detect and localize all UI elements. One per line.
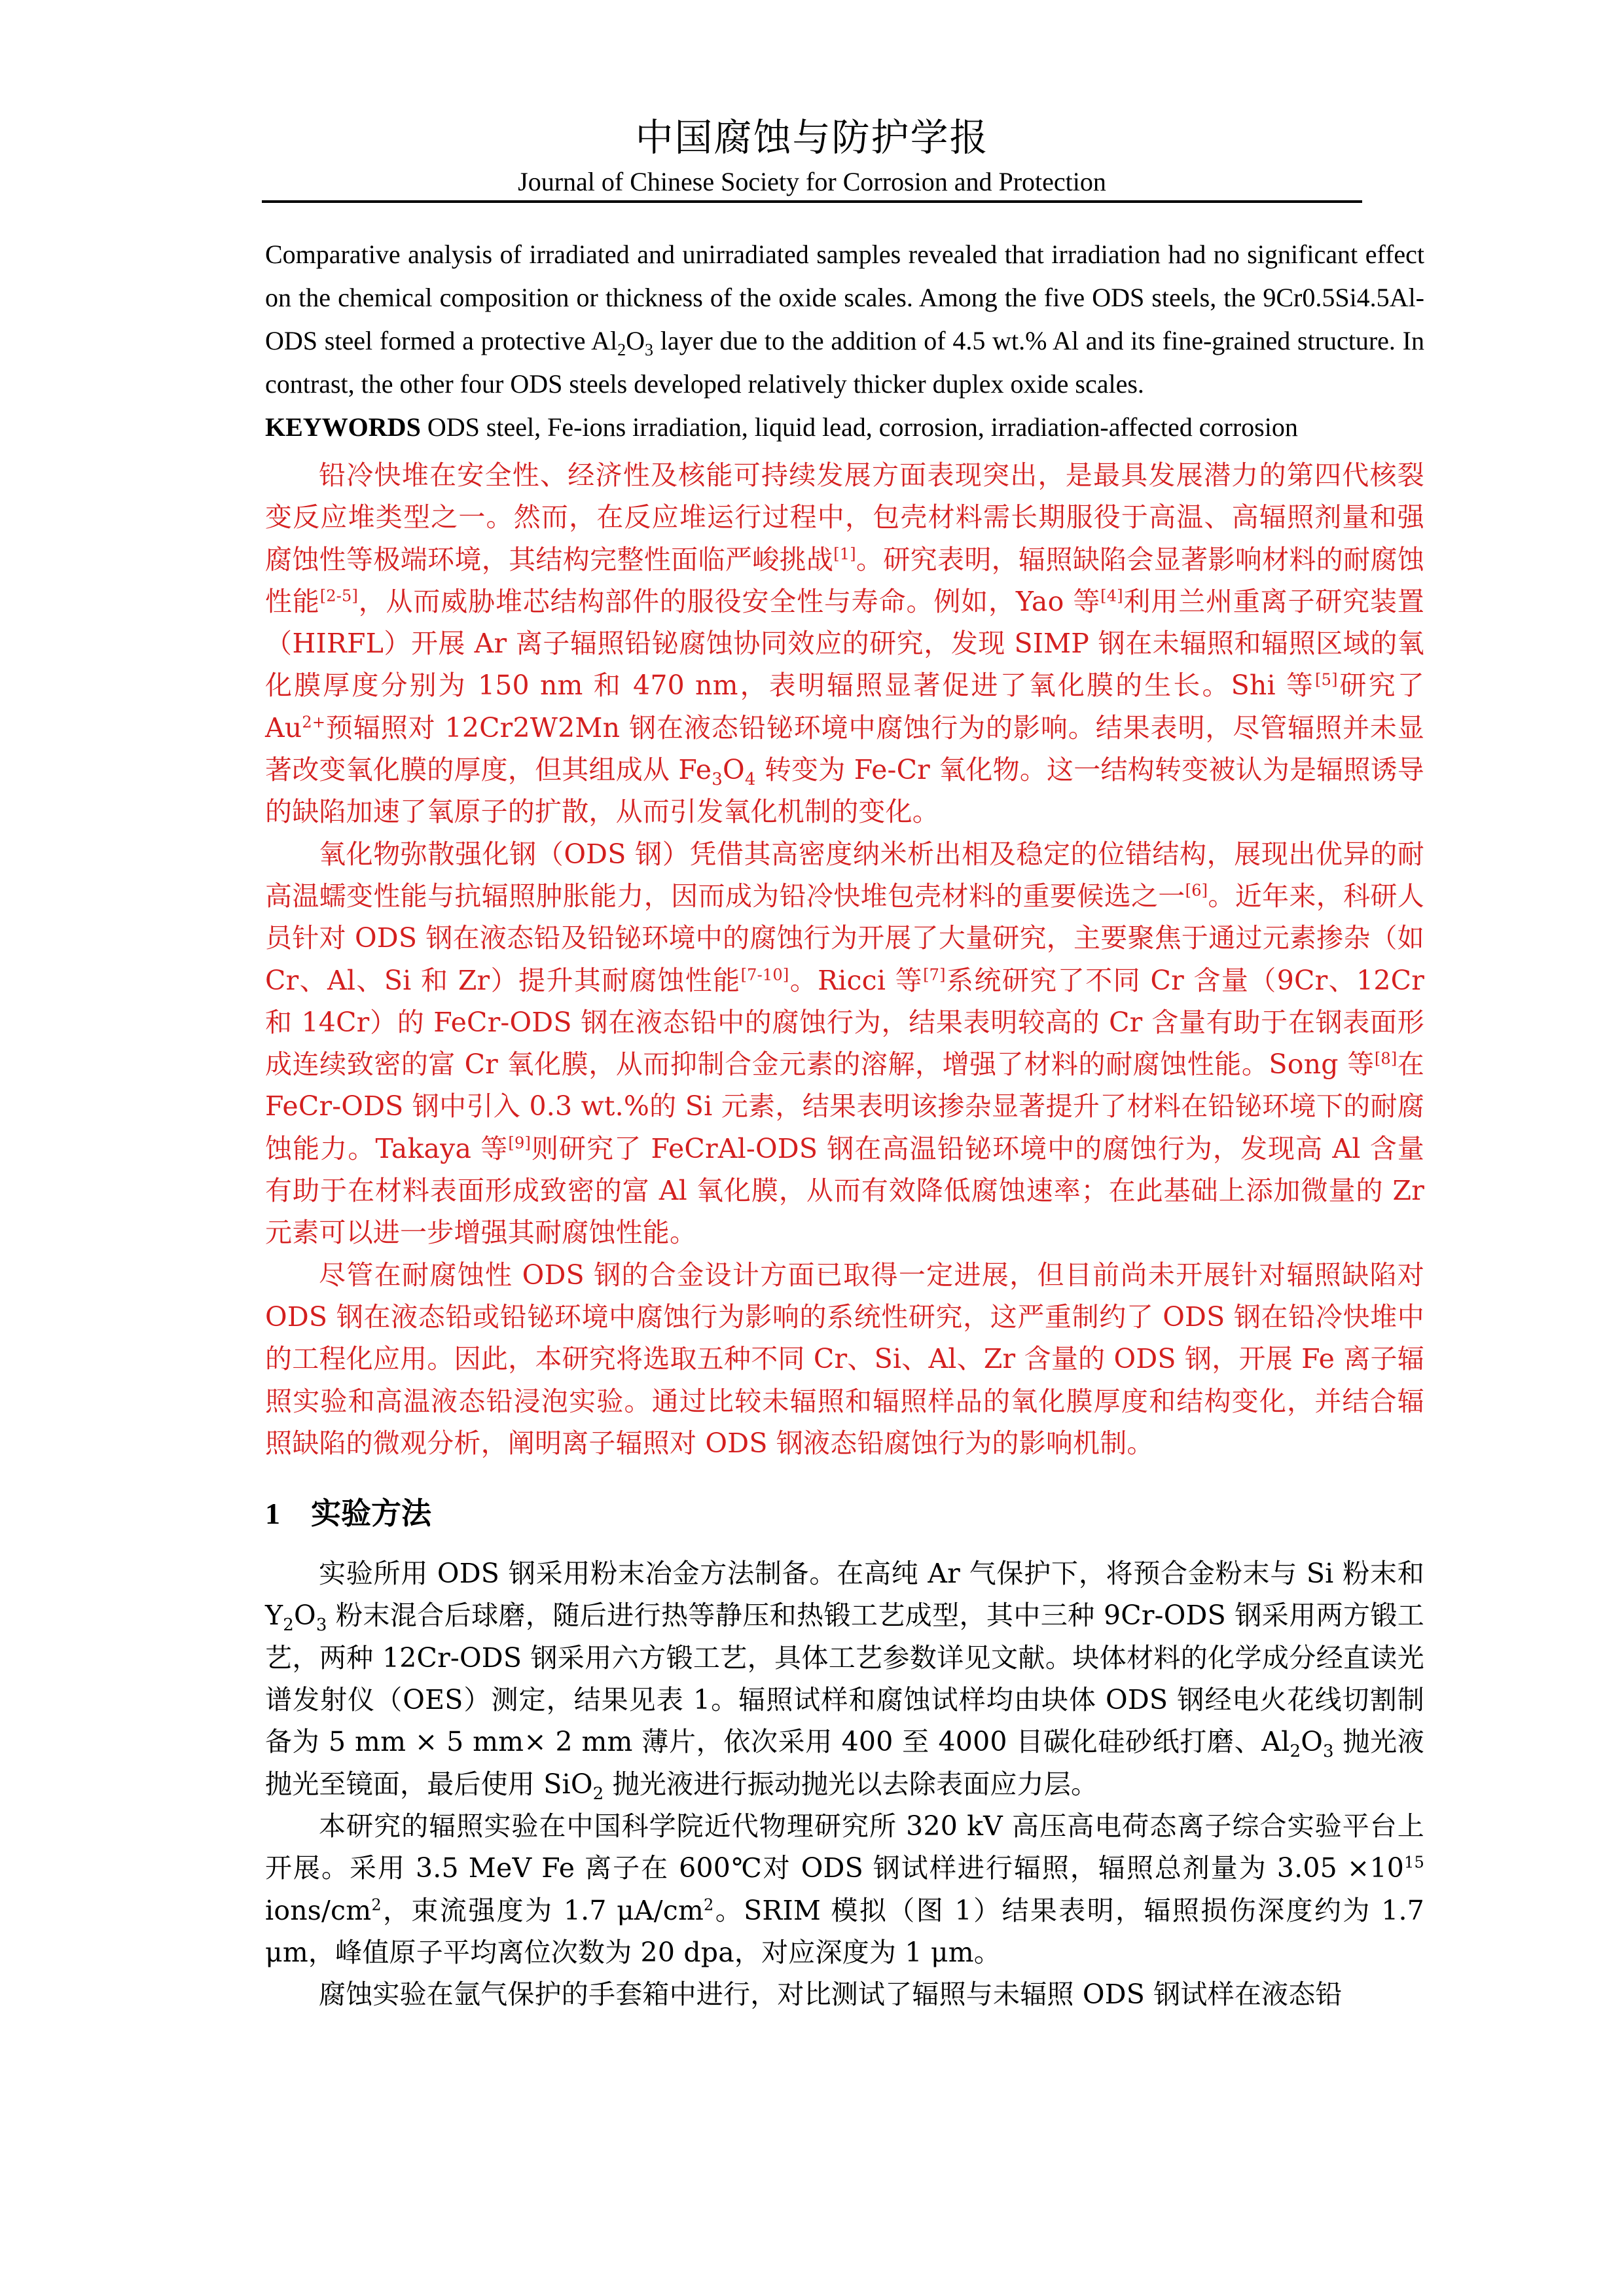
formula-part: O <box>1301 1726 1324 1758</box>
citation: [5] <box>1315 670 1338 689</box>
introduction <box>265 454 1424 1464</box>
abstract-continuation <box>265 233 1424 406</box>
text-run: 本研究的辐照实验在中国科学院近代物理研究所 320 kV 高压高电荷态离子综合实验平台上开展。采用 3.5 MeV Fe 离子在 600℃对 ODS 钢试样进行辐照，辐照总剂量为 3.05 ×10 <box>265 1810 1424 1884</box>
methods-paragraph-3: 腐蚀实验在氩气保护的手套箱中进行，对比测试了辐照与未辐照 ODS 钢试样在液态铅 <box>319 1979 1343 2011</box>
subscript: 3 <box>644 340 653 359</box>
text-run: 研究了 Au <box>265 670 1424 744</box>
methods-paragraph-1 <box>265 1552 1424 1805</box>
citation: [8] <box>1374 1049 1398 1068</box>
journal-title-en: Journal of Chinese Society for Corrosion and Protection <box>518 167 1106 196</box>
journal-title-cn: 中国腐蚀与防护学报 <box>635 115 989 160</box>
text-run: 抛光液进行振动抛光以去除表面应力层。 <box>604 1768 1098 1800</box>
subscript: 3 <box>316 1615 327 1636</box>
text-run: 预辐照对 12Cr2W2Mn 钢在液态铅铋环境中腐蚀行为的影响。结果表明，尽管辐照并未显著改变氧化膜的厚度，但其组成从 Fe <box>265 711 1424 786</box>
citation: [7] <box>923 965 946 984</box>
journal-header <box>262 111 1362 200</box>
text-run: 粉末混合后球磨，随后进行热等静压和热锻工艺成型，其中三种 9Cr-ODS 钢采用两方锻工艺，两种 12Cr-ODS 钢采用六方锻工艺，具体工艺参数详见文献。块体材料的化学成分经直读光谱发射仪（OES）测定，结果见表 1。辐照试样和腐蚀试样均由块体 ODS 钢经电火花线切割制备为 5 mm × 5 mm× 2 mm 薄片，依次采用 400 至 4000 目碳化硅砂纸打磨、Al <box>265 1600 1424 1758</box>
text-run: 利用兰州重离子研究装置（HIRFL）开展 Ar 离子辐照铅铋腐蚀协同效应的研究，发现 SIMP 钢在未辐照和辐照区域的氧化膜厚度分别为 150 nm 和 470 nm，表明辐照显著促进了氧化膜的生长。Shi 等 <box>265 585 1425 702</box>
section-number: 1 <box>265 1497 280 1531</box>
section-title: 实验方法 <box>311 1496 431 1532</box>
text-run: ，束流强度为 1.7 μA/cm <box>381 1894 704 1926</box>
keywords-text: ODS steel, Fe-ions irradiation, liquid lead, corrosion, irradiation-affected corrosion <box>420 412 1298 442</box>
intro-paragraph-2 <box>265 833 1424 1254</box>
subscript: 3 <box>712 770 723 790</box>
abstract-text <box>265 233 1424 406</box>
keywords-label: KEYWORDS <box>265 412 421 442</box>
text-run: ，从而威胁堆芯结构部件的服役安全性与寿命。例如，Yao 等 <box>358 585 1101 617</box>
superscript: 2 <box>371 1895 382 1914</box>
formula-part: O <box>626 326 645 355</box>
subscript: 2 <box>283 1615 295 1636</box>
methods-paragraph-2 <box>265 1805 1424 1973</box>
text-run: 。研究表明，辐照缺陷会显著影响材料的耐腐蚀性能 <box>265 543 1425 617</box>
text-run: 抛光液抛光至镜面，最后使用 SiO <box>265 1726 1424 1800</box>
methods <box>265 1552 1424 2015</box>
section-heading <box>265 1490 1424 1537</box>
text-run: 系统研究了不同 Cr 含量（9Cr、12Cr 和 14Cr）的 FeCr-ODS 钢在液态铅中的腐蚀行为，结果表明较高的 Cr 含量有助于在钢表面形成连续致密的富 Cr 氧化膜，从而抑制合金元素的溶解，增强了材料的耐腐蚀性能。Song 等 <box>265 964 1424 1081</box>
intro-paragraph-1 <box>265 454 1424 833</box>
subscript: 3 <box>1323 1742 1334 1762</box>
subscript: 2 <box>1290 1742 1301 1762</box>
abstract-line2: layer due to the addition of 4.5 wt.% Al and its fine-grained structure. In contrast, the other four ODS steels developed relatively thicker duplex oxide scales. <box>265 326 1424 399</box>
text-run: 实验所用 ODS 钢采用粉末冶金方法制备。在高纯 Ar 气保护下，将预合金粉末与 Si 粉末和 Y <box>265 1558 1424 1632</box>
text-run: 。近年来，科研人员针对 ODS 钢在液态铅及铅铋环境中的腐蚀行为开展了大量研究，主要聚焦于通过元素掺杂（如 Cr、Al、Si 和 Zr）提升其耐腐蚀性能 <box>265 880 1424 996</box>
page-body <box>265 233 1424 2015</box>
text-run: 转变为 Fe-Cr 氧化物。这一结构转变被认为是辐照诱导的缺陷加速了氧原子的扩散，从而引发氧化机制的变化。 <box>265 754 1424 828</box>
text-run: 在 FeCr-ODS 钢中引入 0.3 wt.%的 Si 元素，结果表明该掺杂显著提升了材料在铅铋环境下的耐腐蚀能力。Takaya 等 <box>265 1049 1424 1164</box>
text-run: 铅冷快堆在安全性、经济性及核能可持续发展方面表现突出，是最具发展潜力的第四代核裂变反应堆类型之一。然而，在反应堆运行过程中，包壳材料需长期服役于高温、高辐照剂量和强腐蚀性等极端环境，其结构完整性面临严峻挑战 <box>265 459 1424 575</box>
header-rule <box>262 200 1362 203</box>
subscript: 4 <box>744 770 756 790</box>
text-run: ions/cm <box>265 1894 372 1926</box>
superscript: 15 <box>1404 1853 1424 1872</box>
citation: [4] <box>1100 586 1123 605</box>
text-run: 则研究了 FeCrAl-ODS 钢在高温铅铋环境中的腐蚀行为，发现高 Al 含量有助于在材料表面形成致密的富 Al 氧化膜，从而有效降低腐蚀速率；在此基础上添加微量的 Zr 元素可以进一步增强其耐腐蚀性能。 <box>265 1132 1425 1249</box>
superscript: 2+ <box>302 713 326 732</box>
text-run: 。Ricci 等 <box>789 964 924 996</box>
formula-part: O <box>294 1600 316 1632</box>
abstract-line1: Comparative analysis of irradiated and unirradiated samples revealed that irradiation had no significant effect on the chemical composition or thickness of the oxide scales. Among the five ODS steels, the 9Cr0.5Si4.5Al-ODS steel formed a protective Al <box>265 240 1424 355</box>
text-run: 氧化物弥散强化钢（ODS 钢）凭借其高密度纳米析出相及稳定的位错结构，展现出优异的耐高温蠕变性能与抗辐照肿胀能力，因而成为铅冷快堆包壳材料的重要候选之一 <box>265 838 1424 912</box>
citation: [1] <box>833 544 856 563</box>
subscript: 2 <box>617 340 626 359</box>
citation: [2-5] <box>319 586 359 605</box>
text-run: 。SRIM 模拟（图 1）结果表明，辐照损伤深度约为 1.7 μm，峰值原子平均离位次数为 20 dpa，对应深度为 1 μm。 <box>265 1894 1424 1968</box>
intro-paragraph-3: 尽管在耐腐蚀性 ODS 钢的合金设计方面已取得一定进展，但目前尚未开展针对辐照缺陷对 ODS 钢在液态铅或铅铋环境中腐蚀行为影响的系统性研究，这严重制约了 ODS 钢在铅冷快堆中的工程化应用。因此，本研究将选取五种不同 Cr、Si、Al、Zr 含量的 ODS 钢，开展 Fe 离子辐照实验和高温液态铅浸泡实验。通过比较未辐照和辐照样品的氧化膜厚度和结构变化，并结合辐照缺陷的微观分析，阐明离子辐照对 ODS 钢液态铅腐蚀行为的影响机制。 <box>265 1259 1424 1459</box>
citation: [9] <box>508 1134 532 1153</box>
subscript: 2 <box>592 1784 604 1804</box>
superscript: 2 <box>704 1895 714 1914</box>
citation: [7-10] <box>740 965 789 984</box>
citation: [6] <box>1185 881 1208 900</box>
keywords <box>265 406 1424 449</box>
formula-part: O <box>723 754 745 786</box>
